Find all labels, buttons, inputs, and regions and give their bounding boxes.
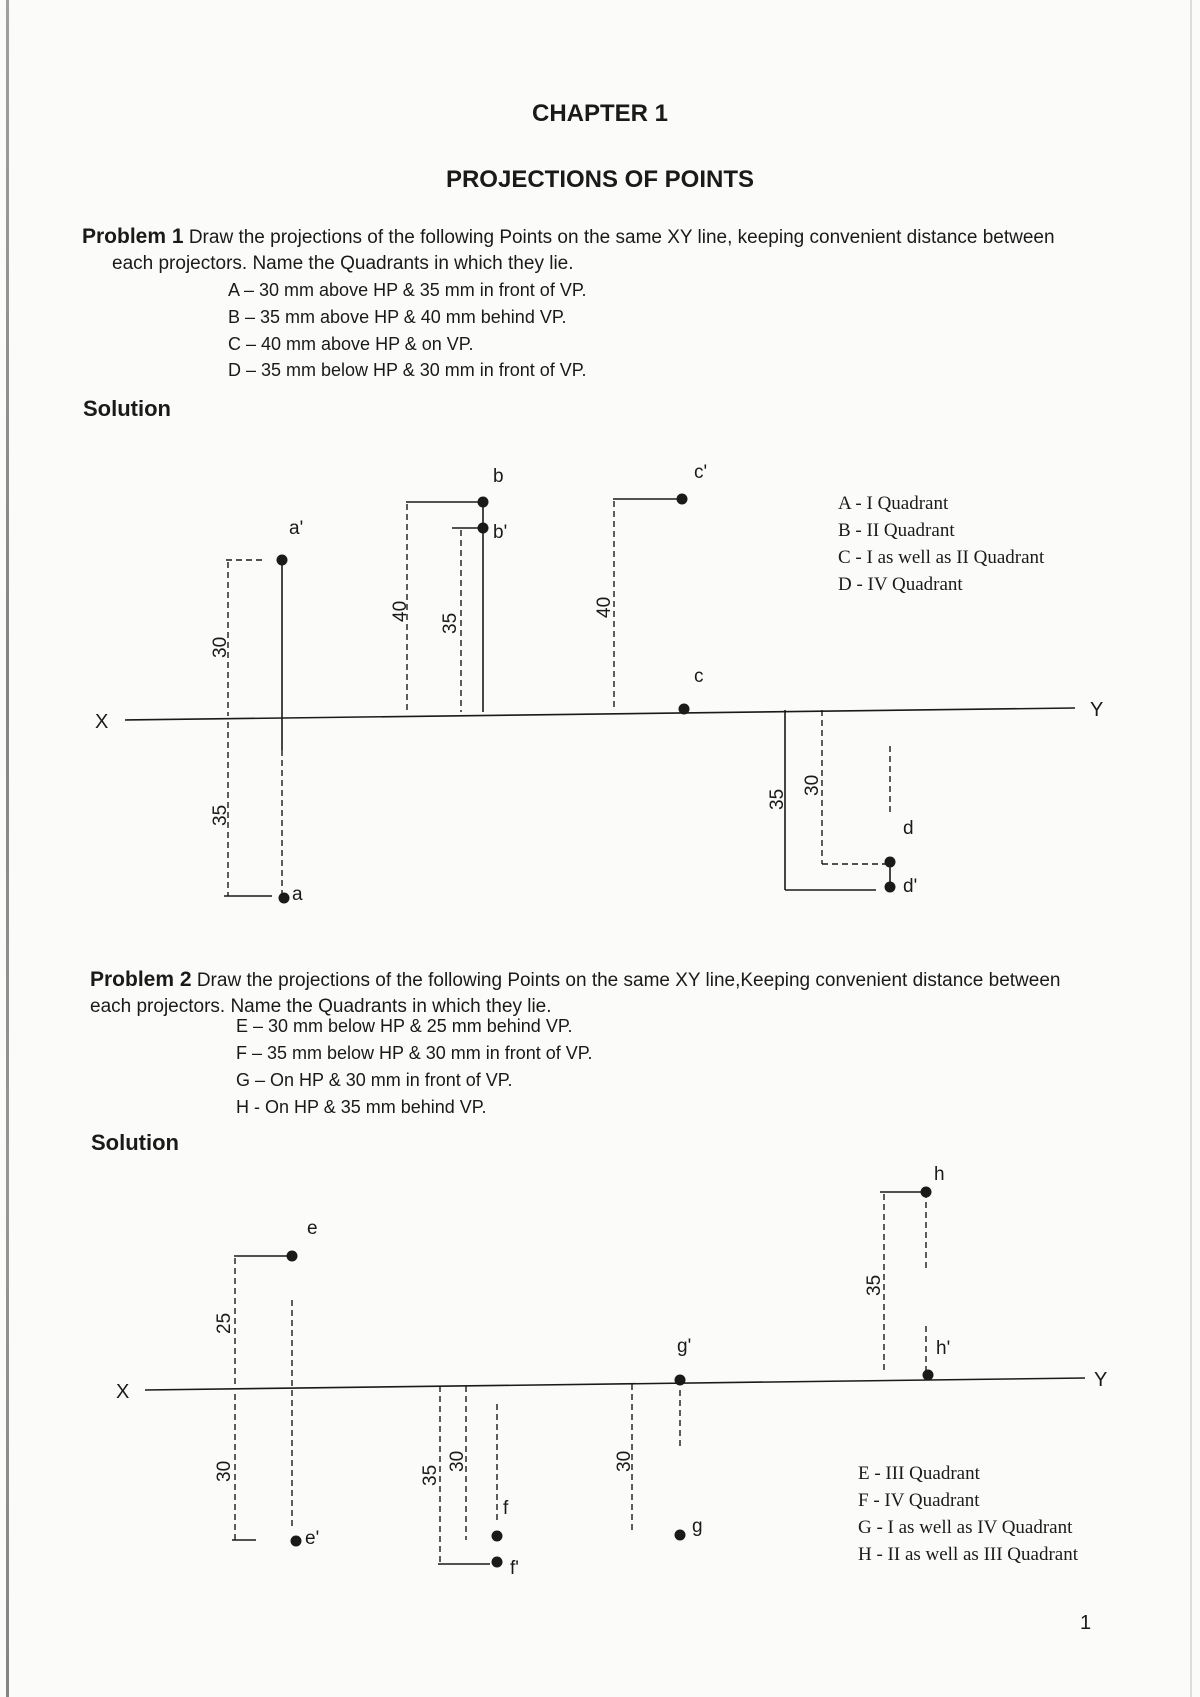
quadrant-g: G - I as well as IV Quadrant <box>858 1517 1073 1538</box>
point-e <box>287 1251 298 1262</box>
quadrant-h: H - II as well as III Quadrant <box>858 1544 1078 1565</box>
point-b-prime <box>478 523 489 534</box>
label-x-1: X <box>95 711 109 733</box>
label-c-prime: c' <box>694 462 708 483</box>
problem-1-text-line2: each projectors. Name the Quadrants in which they lie. <box>112 253 574 274</box>
label-f-prime: f' <box>510 1558 519 1579</box>
point-a-prime <box>277 555 288 566</box>
label-h-prime: h' <box>936 1338 951 1359</box>
xy-line-2 <box>145 1378 1085 1390</box>
label-d-prime: d' <box>903 876 918 897</box>
problem-1-item-d: D – 35 mm below HP & 30 mm in front of VP. <box>228 360 587 380</box>
point-c-prime <box>677 494 688 505</box>
point-e-prime <box>291 1536 302 1547</box>
label-b: b <box>493 466 504 487</box>
quadrant-a: A - I Quadrant <box>838 493 949 514</box>
point-c <box>679 704 690 715</box>
dim-30a: 30 <box>210 636 231 658</box>
label-y-1: Y <box>1090 699 1104 721</box>
label-b-prime: b' <box>493 522 508 543</box>
label-e: e <box>307 1218 318 1239</box>
problem-1-item-b: B – 35 mm above HP & 40 mm behind VP. <box>228 307 567 327</box>
quadrant-d: D - IV Quadrant <box>838 574 963 595</box>
problem-1-text-line1: Draw the projections of the following Points on the same XY line, keeping convenient distance between <box>188 227 1055 248</box>
dim-40b: 40 <box>390 600 411 622</box>
problem-1-solution-heading: Solution <box>83 396 171 421</box>
problem-1-drawing <box>95 462 1103 905</box>
quadrant-b: B - II Quadrant <box>838 520 955 541</box>
problem-2-item-e: E – 30 mm below HP & 25 mm behind VP. <box>236 1016 573 1036</box>
label-h: h <box>934 1164 945 1185</box>
problem-2-text-line1: Draw the projections of the following Points on the same XY line,Keeping convenient distance between <box>196 970 1061 991</box>
dim-30f: 30 <box>447 1450 468 1472</box>
label-y-2: Y <box>1094 1369 1108 1391</box>
quadrant-e: E - III Quadrant <box>858 1463 980 1484</box>
label-g-prime: g' <box>677 1336 692 1357</box>
problem-2-item-g: G – On HP & 30 mm in front of VP. <box>236 1070 513 1090</box>
quadrant-c: C - I as well as II Quadrant <box>838 547 1045 568</box>
label-g: g <box>692 1516 703 1537</box>
problem-2-drawing <box>116 1164 1107 1579</box>
label-e-prime: e' <box>305 1528 320 1549</box>
label-d: d <box>903 818 914 839</box>
label-a: a <box>292 884 303 905</box>
dim-30g: 30 <box>614 1450 635 1472</box>
label-x-2: X <box>116 1381 130 1403</box>
point-d <box>885 857 896 868</box>
problem-1-label: Problem 1 <box>82 225 184 248</box>
dim-35f: 35 <box>420 1464 441 1486</box>
problem-2-item-h: H - On HP & 35 mm behind VP. <box>236 1097 487 1117</box>
label-a-prime: a' <box>289 518 304 539</box>
dim-35h: 35 <box>864 1274 885 1296</box>
quadrant-f: F - IV Quadrant <box>858 1490 980 1511</box>
dim-40c: 40 <box>594 596 615 618</box>
label-c: c <box>694 666 704 687</box>
point-g <box>675 1530 686 1541</box>
problem-2-text-line2: each projectors. Name the Quadrants in which they lie. <box>90 996 552 1017</box>
point-b <box>478 497 489 508</box>
dim-30d: 30 <box>802 774 823 796</box>
point-a <box>279 893 290 904</box>
problem-1-item-c: C – 40 mm above HP & on VP. <box>228 334 474 354</box>
xy-line-1 <box>125 708 1075 720</box>
dim-35d: 35 <box>767 788 788 810</box>
point-d-prime <box>885 882 896 893</box>
dim-35a: 35 <box>210 804 231 826</box>
point-f-prime <box>492 1557 503 1568</box>
point-h-prime <box>923 1370 934 1381</box>
problem-1-item-a: A – 30 mm above HP & 35 mm in front of VP. <box>228 280 587 300</box>
problem-2-solution-heading: Solution <box>91 1130 179 1155</box>
dim-35b: 35 <box>440 612 461 634</box>
point-g-prime <box>675 1375 686 1386</box>
page-title: PROJECTIONS OF POINTS <box>445 166 755 193</box>
chapter-heading: CHAPTER 1 <box>531 100 669 127</box>
dim-30e: 30 <box>214 1460 235 1482</box>
label-f: f <box>503 1498 509 1519</box>
point-h <box>921 1187 932 1198</box>
problem-2-label: Problem 2 <box>90 968 192 991</box>
dim-25e: 25 <box>214 1312 235 1334</box>
problem-2-item-f: F – 35 mm below HP & 30 mm in front of VP. <box>236 1043 593 1063</box>
page-number: 1 <box>1080 1612 1092 1634</box>
point-f <box>492 1531 503 1542</box>
